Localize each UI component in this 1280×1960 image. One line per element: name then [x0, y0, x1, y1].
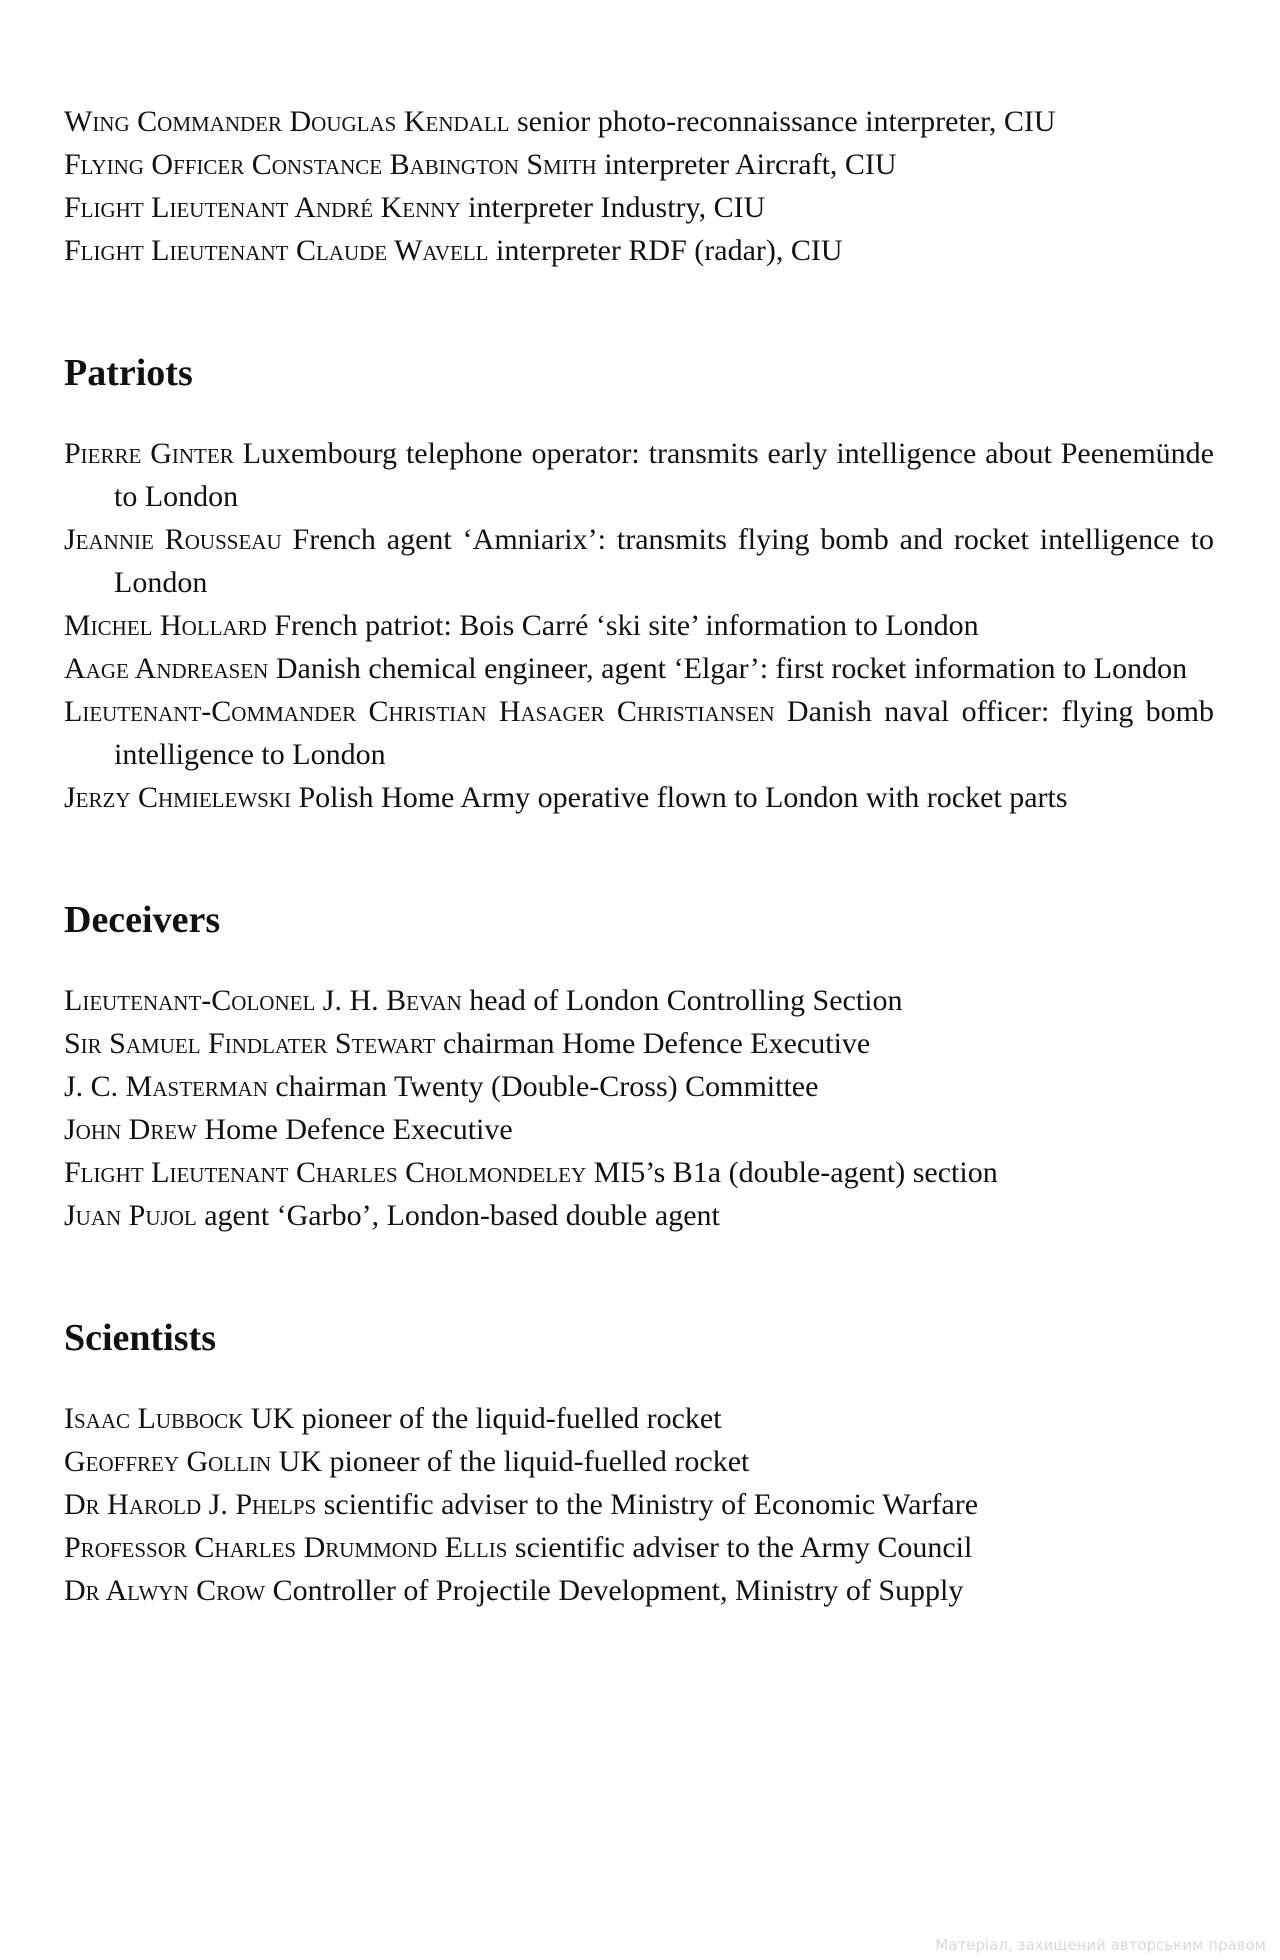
person-description: head of London Controlling Section	[469, 984, 903, 1017]
person-name: Professor Charles Drummond Ellis	[64, 1531, 508, 1564]
document-page	[64, 100, 1214, 1612]
list-item	[64, 604, 1214, 647]
person-name: Dr Alwyn Crow	[64, 1574, 266, 1607]
person-name: Flight Lieutenant André Kenny	[64, 191, 461, 224]
list-item	[64, 1397, 1214, 1440]
section-title: Scientists	[64, 1317, 216, 1359]
person-name: Michel Hollard	[64, 609, 267, 642]
list-item	[64, 100, 1214, 143]
list-item	[64, 1065, 1214, 1108]
person-description: Danish naval officer: flying bomb intelligence to London	[114, 695, 1215, 771]
person-name: Jerzy Chmielewski	[64, 781, 291, 814]
person-name: Jeannie Rousseau	[64, 523, 282, 556]
person-description: Controller of Projectile Development, Ministry of Supply	[272, 1574, 964, 1607]
person-description: French patriot: Bois Carré ‘ski site’ information to London	[274, 609, 979, 642]
section-scientists	[64, 1316, 1214, 1612]
person-description: interpreter RDF (radar), CIU	[496, 234, 843, 267]
person-name: Lieutenant-Colonel J. H. Bevan	[64, 984, 462, 1017]
list-item	[64, 432, 1214, 518]
person-name: Wing Commander Douglas Kendall	[64, 105, 510, 138]
person-name: Flying Officer Constance Babington Smith	[64, 148, 597, 181]
person-description: scientific adviser to the Army Council	[514, 1531, 973, 1564]
person-name: Aage Andreasen	[64, 652, 269, 685]
person-name: Flight Lieutenant Charles Cholmondeley	[64, 1156, 587, 1189]
person-name: Isaac Lubbock	[64, 1402, 244, 1435]
person-description: chairman Home Defence Executive	[442, 1027, 871, 1060]
section-title: Patriots	[64, 352, 193, 394]
list-item	[64, 229, 1214, 272]
person-description: Danish chemical engineer, agent ‘Elgar’: first rocket information to London	[275, 652, 1188, 685]
person-description: UK pioneer of the liquid-fuelled rocket	[278, 1445, 750, 1478]
copyright-notice: Матеріал, захищений авторським правом	[935, 1936, 1266, 1954]
person-description: chairman Twenty (Double-Cross) Committee	[275, 1070, 819, 1103]
section-title: Deceivers	[64, 899, 221, 941]
list-item	[64, 1526, 1214, 1569]
list-item	[64, 186, 1214, 229]
person-description: Home Defence Executive	[204, 1113, 513, 1146]
person-name: Lieutenant-Commander Christian Hasager Christiansen	[64, 695, 775, 728]
person-name: Sir Samuel Findlater Stewart	[64, 1027, 436, 1060]
list-item	[64, 1022, 1214, 1065]
person-name: John Drew	[64, 1113, 197, 1146]
list-item	[64, 690, 1214, 776]
person-description: interpreter Industry, CIU	[468, 191, 766, 224]
person-name: Pierre Ginter	[64, 437, 234, 470]
person-description: Polish Home Army operative flown to London with rocket parts	[298, 781, 1068, 814]
person-name: Juan Pujol	[64, 1199, 197, 1232]
list-item	[64, 1483, 1214, 1526]
list-item	[64, 518, 1214, 604]
person-description: senior photo-reconnaissance interpreter, CIU	[516, 105, 1056, 138]
section-deceivers	[64, 898, 1214, 1237]
list-item	[64, 979, 1214, 1022]
list-item	[64, 776, 1214, 819]
person-description: scientific adviser to the Ministry of Economic Warfare	[323, 1488, 979, 1521]
person-description: agent ‘Garbo’, London-based double agent	[204, 1199, 720, 1232]
list-item	[64, 1108, 1214, 1151]
person-description: French agent ‘Amniarix’: transmits flying bomb and rocket intelligence to London	[114, 523, 1214, 599]
section-patriots	[64, 351, 1214, 819]
person-description: UK pioneer of the liquid-fuelled rocket	[250, 1402, 722, 1435]
list-item	[64, 1151, 1214, 1194]
list-item	[64, 1440, 1214, 1483]
intro-list	[64, 100, 1214, 272]
list-item	[64, 647, 1214, 690]
person-name: J. C. Masterman	[64, 1070, 268, 1103]
person-name: Dr Harold J. Phelps	[64, 1488, 317, 1521]
list-item	[64, 143, 1214, 186]
list-item	[64, 1569, 1214, 1612]
person-description: interpreter Aircraft, CIU	[604, 148, 897, 181]
list-item	[64, 1194, 1214, 1237]
person-name: Geoffrey Gollin	[64, 1445, 272, 1478]
person-name: Flight Lieutenant Claude Wavell	[64, 234, 489, 267]
person-description: MI5’s B1a (double-agent) section	[593, 1156, 998, 1189]
person-description: Luxembourg telephone operator: transmits early intelligence about Peenemünde to London	[114, 437, 1214, 513]
